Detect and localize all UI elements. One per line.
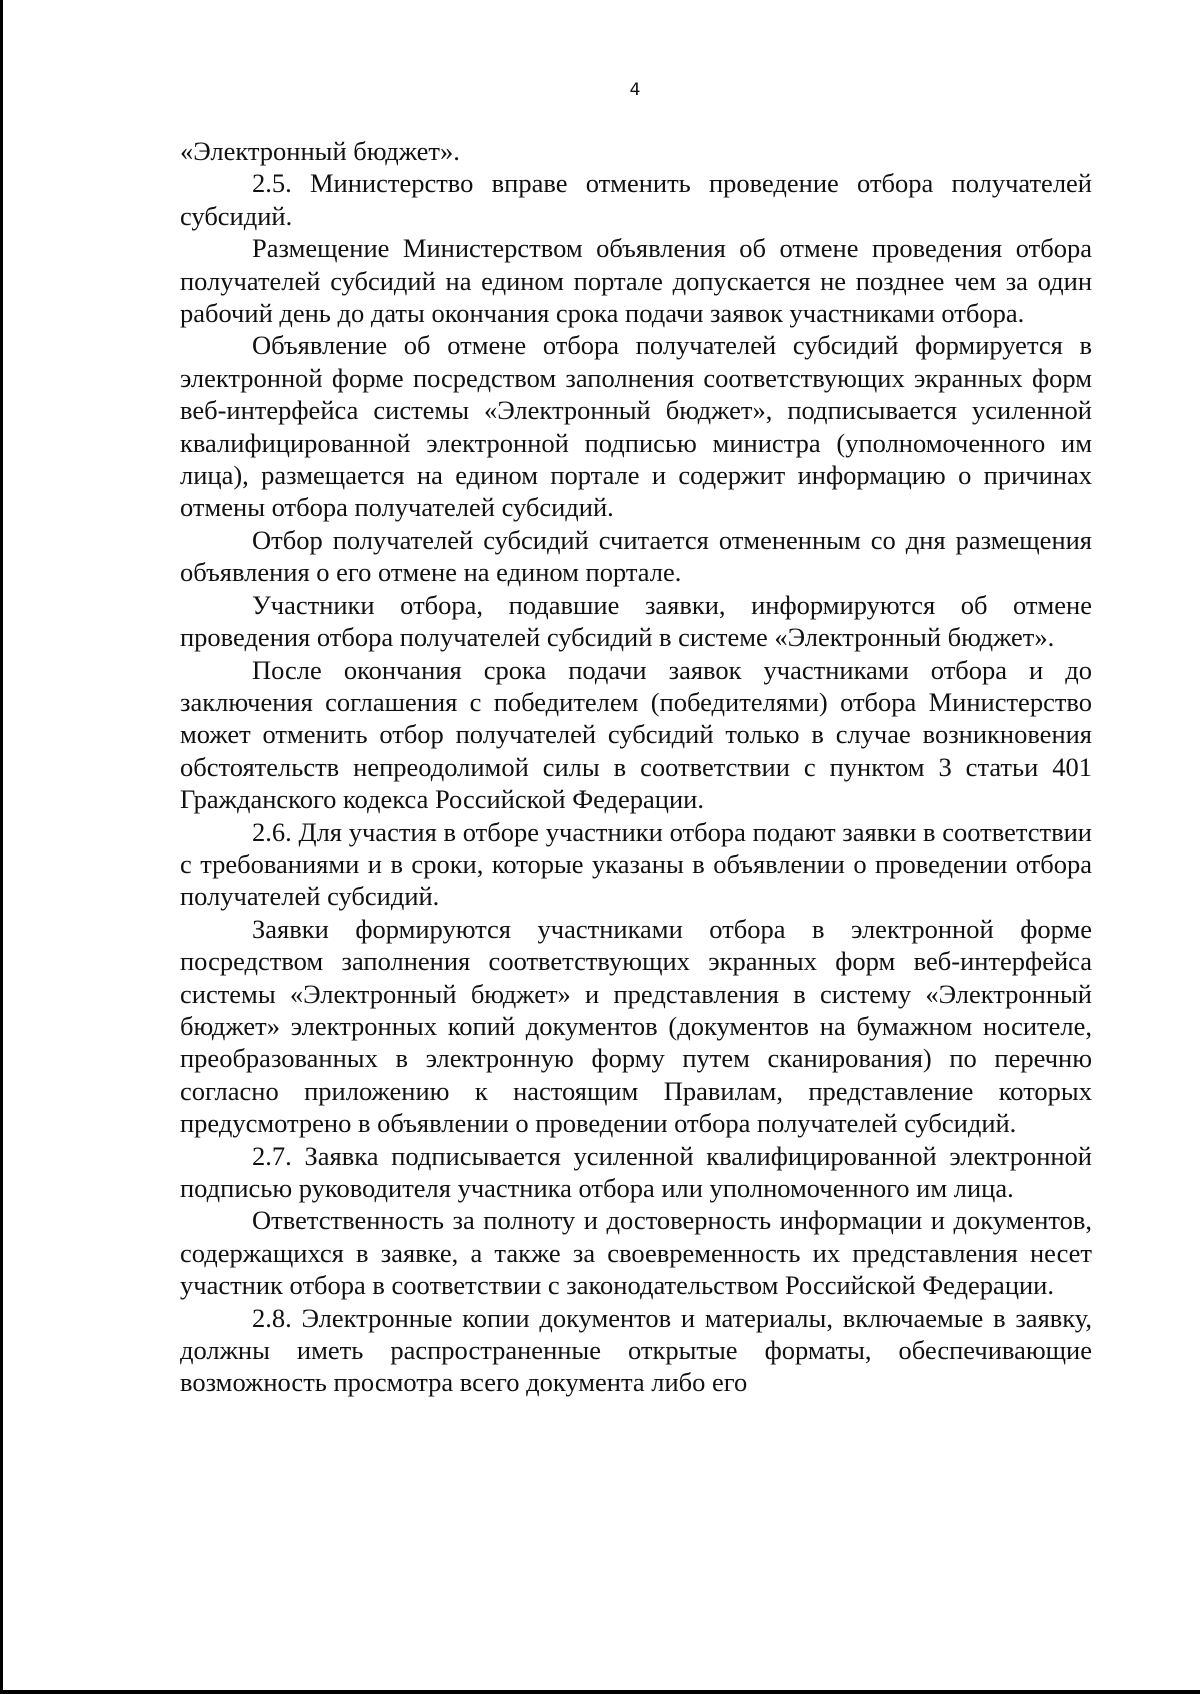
- paragraph-responsibility: Ответственность за полноту и достоверность информации и документов, содержащихся в заявке, а также за своевременность их представления несет участник отбора в соответствии с законодательством Российской Федерации.: [180, 1205, 1092, 1301]
- document-body: [180, 135, 1092, 1399]
- scan-bottom-edge: [0, 1690, 1200, 1694]
- paragraph-2-7: 2.7. Заявка подписывается усиленной квалифицированной электронной подписью руководителя участника отбора или уполномоченного им лица.: [180, 1140, 1092, 1203]
- paragraph-2-5: 2.5. Министерство вправе отменить проведение отбора получателей субсидий.: [180, 168, 1092, 231]
- paragraph-selection-cancelled: Отбор получателей субсидий считается отмененным со дня размещения объявления о его отмене на едином портале.: [180, 524, 1092, 588]
- scan-left-edge: [0, 0, 3, 1694]
- paragraph-participants-informed: Участники отбора, подавшие заявки, информируются об отмене проведения отбора получателей субсидий в системе «Электронный бюджет».: [180, 589, 1092, 653]
- paragraph-force-majeure: После окончания срока подачи заявок участниками отбора и до заключения соглашения с победителем (победителями) отбора Министерство может отменить отбор получателей субсидий только в случае возникновения обстоятельств непреодолимой силы в соответствии с пунктом 3 статьи 401 Гражданского кодекса Российской Федерации.: [180, 654, 1092, 815]
- paragraph-applications-formed: Заявки формируются участниками отбора в электронной форме посредством заполнения соответствующих экранных форм веб-интерфейса системы «Электронный бюджет» и представления в систему «Электронный бюджет» электронных копий документов (документов на бумажном носителе, преобразованных в электронную форму путем сканирования) по перечню согласно приложению к настоящим Правилам, представление которых предусмотрено в объявлении о проведении отбора получателей субсидий.: [180, 913, 1092, 1139]
- paragraph-continuation: «Электронный бюджет».: [180, 136, 460, 166]
- paragraph-2-6: 2.6. Для участия в отборе участники отбора подают заявки в соответствии с требованиями и в сроки, которые указаны в объявлении о проведении отбора получателей субсидий.: [180, 816, 1092, 912]
- paragraph-placement-cancel: Размещение Министерством объявления об отмене проведения отбора получателей субсидий на едином портале допускается не позднее чем за один рабочий день до даты окончания срока подачи заявок участниками отбора.: [180, 233, 1092, 329]
- page-number: 4: [629, 80, 641, 100]
- paragraph-cancel-announcement: Объявление об отмене отбора получателей субсидий формируется в электронной форме посредством заполнения соответствующих экранных форм веб-интерфейса системы «Электронный бюджет», подписывается усиленной квалифицированной электронной подписью министра (уполномоченного им лица), размещается на едином портале и содержит информацию о причинах отмены отбора получателей субсидий.: [180, 330, 1092, 523]
- paragraph-2-8: 2.8. Электронные копии документов и материалы, включаемые в заявку, должны иметь распространенные открытые форматы, обеспечивающие возможность просмотра всего документа либо его: [180, 1302, 1092, 1398]
